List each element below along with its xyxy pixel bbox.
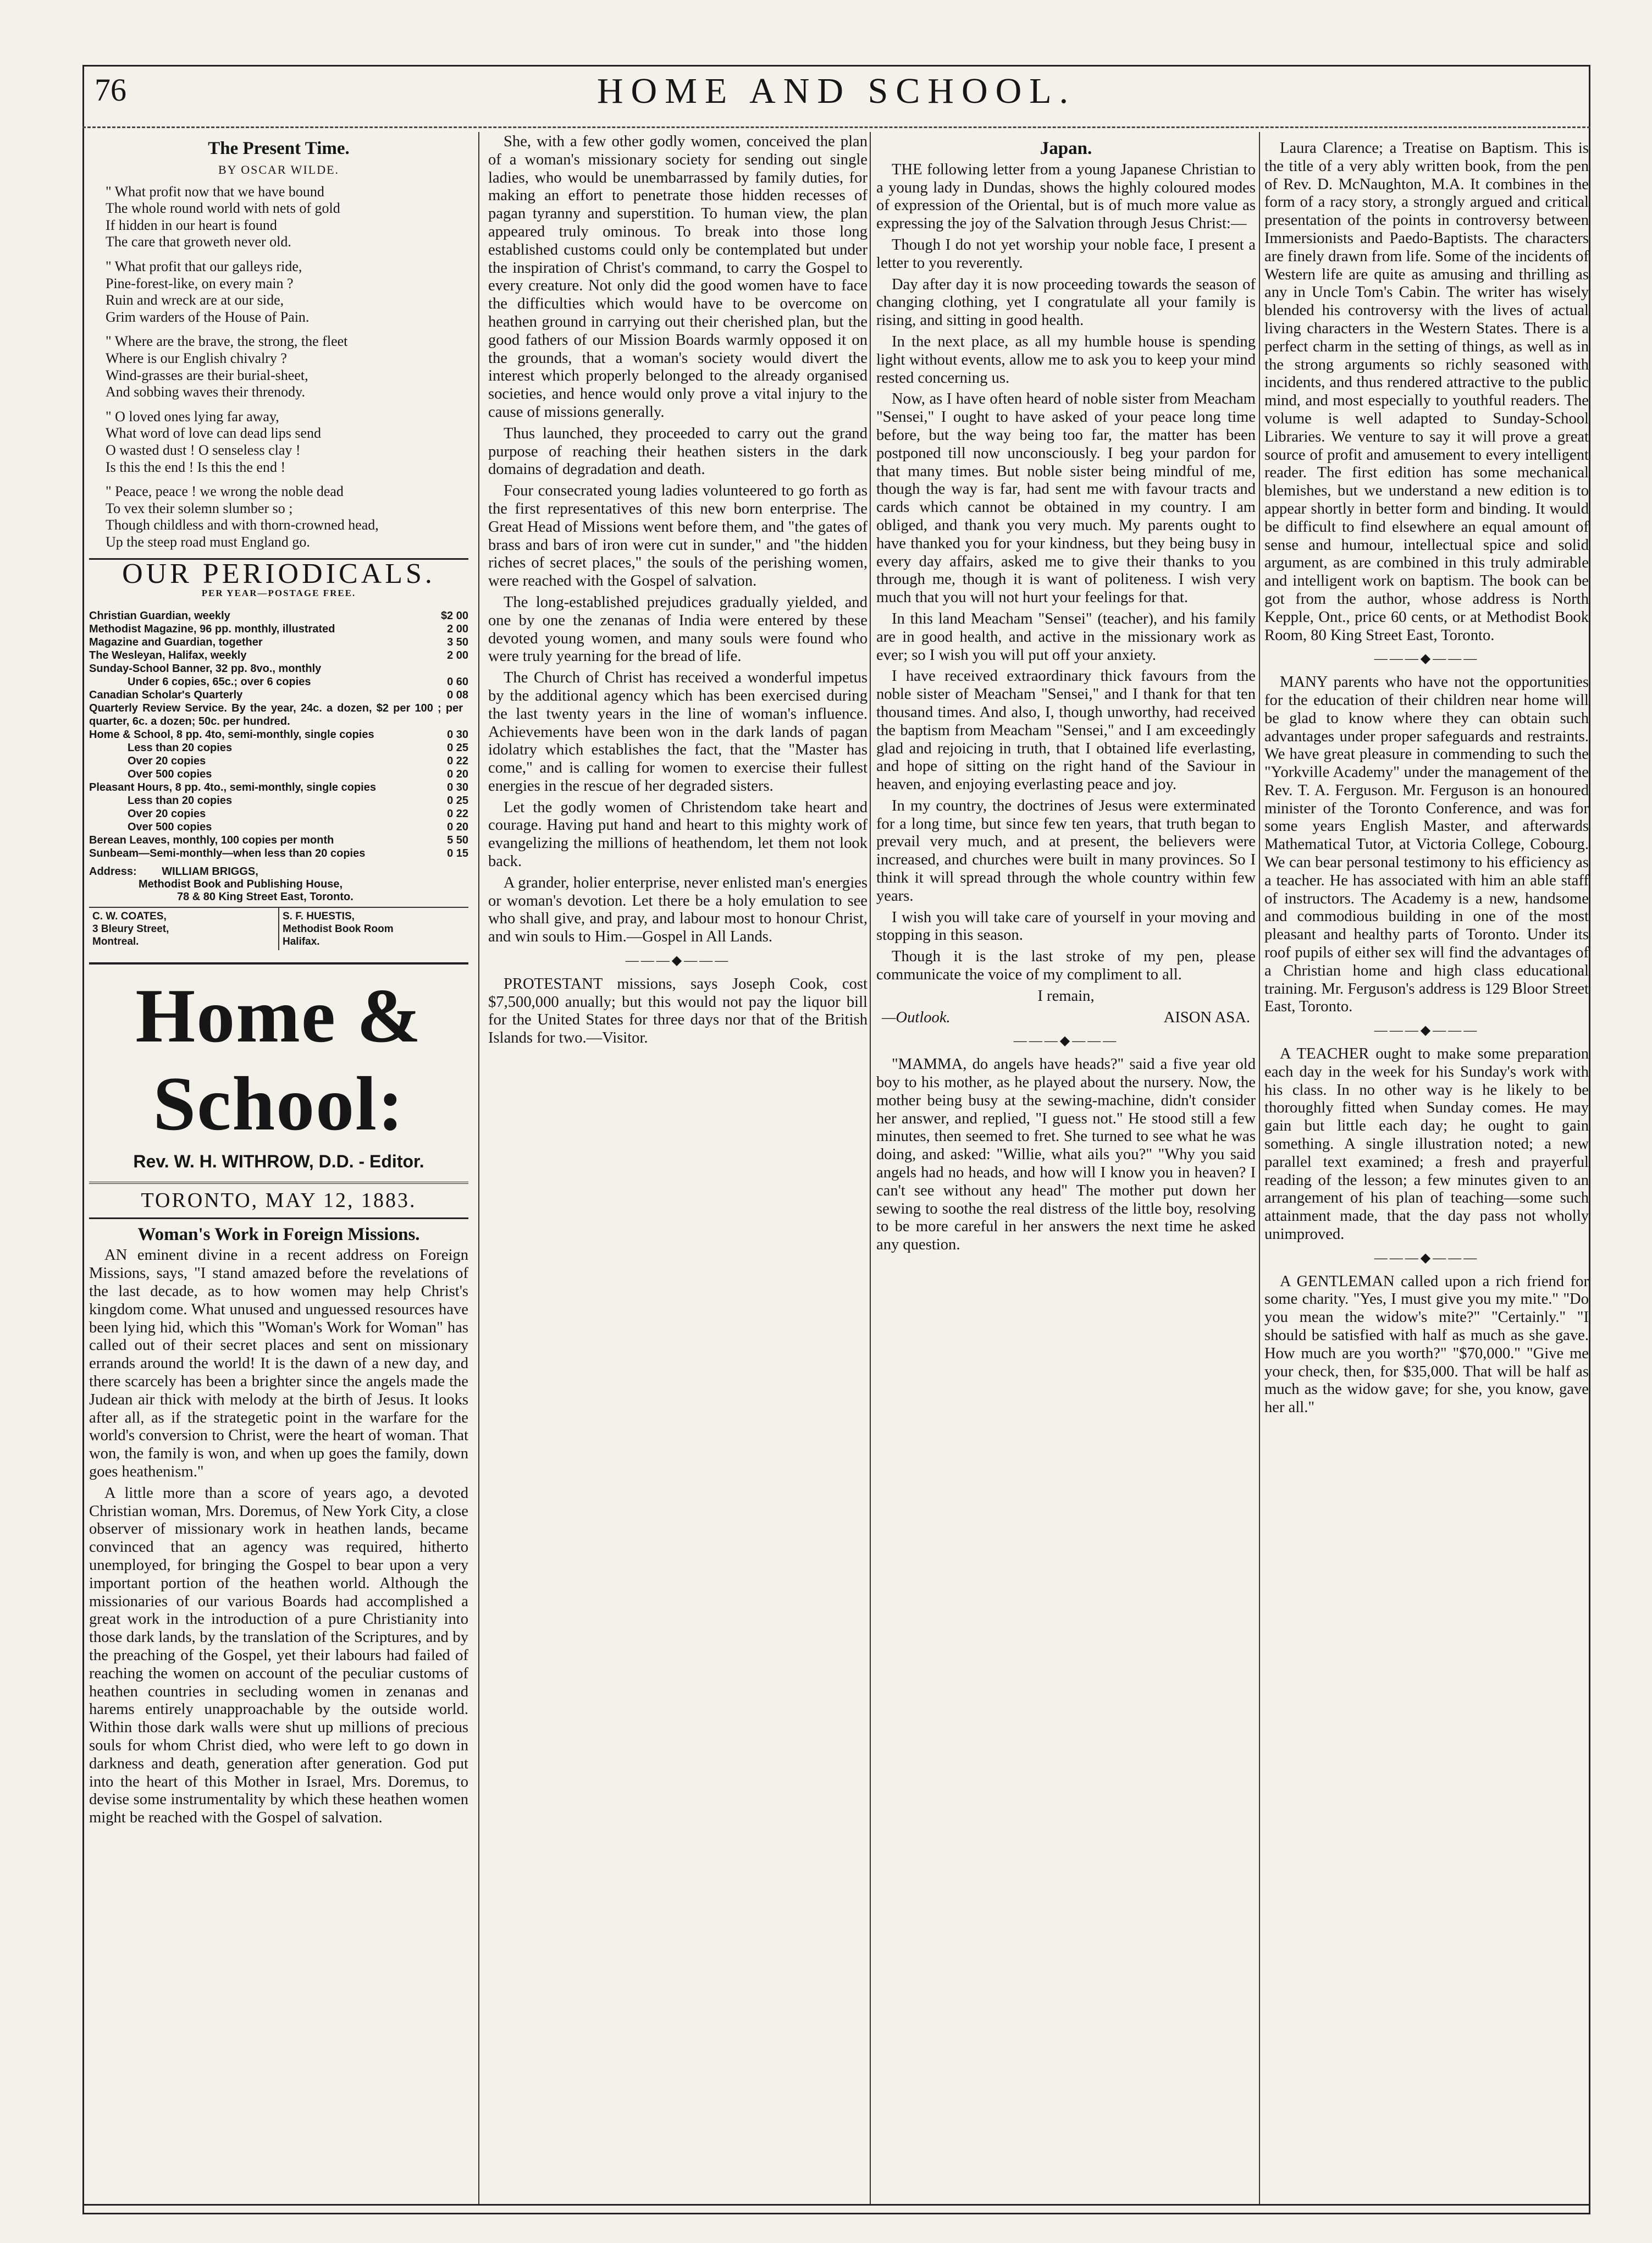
- periodical-name: Sunbeam—Semi-monthly—when less than 20 copies: [89, 847, 366, 860]
- gentleman-anecdote: A GENTLEMAN called upon a rich friend for some charity. "Yes, I must give you my mite." "Do you mean the widow's mite?" "Certainly." "I should be satisfied with half as much as she gave. How much are you worth?" "$70,000." "Give me your check, then, for $35,000. That will be half as much as the widow gave; for she, you know, gave her all.": [1264, 1272, 1589, 1417]
- periodical-name: Over 500 copies: [128, 768, 212, 781]
- section-ornament: ———◆———: [625, 954, 731, 968]
- periodical-name: Over 500 copies: [128, 821, 212, 834]
- letter-paragraph: I wish you will take care of yourself in your moving and stopping in this season.: [876, 908, 1256, 944]
- periodical-row: [89, 781, 468, 794]
- periodicals-subtitle: PER YEAR—POSTAGE FREE.: [201, 588, 356, 599]
- nameplate-editor: Rev. W. H. WITHROW, D.D. - Editor.: [133, 1151, 424, 1172]
- periodicals-title: OUR PERIODICALS.: [89, 558, 468, 583]
- periodical-row: [89, 820, 468, 834]
- periodical-price: 0 22: [447, 808, 468, 820]
- running-title: HOME AND SCHOOL.: [596, 71, 1076, 111]
- periodical-name: Over 20 copies: [128, 808, 206, 820]
- column-4: [1264, 133, 1589, 2205]
- section-ornament: ———◆———: [1374, 1023, 1479, 1038]
- periodicals-address: [89, 866, 468, 903]
- periodical-row: [89, 649, 468, 662]
- periodical-price: 2 00: [447, 623, 468, 636]
- agent-halifax: S. F. HUESTIS, Methodist Book Room Halifax.: [278, 908, 468, 950]
- poem-stanza: " Where are the brave, the strong, the fleet Where is our English chivalry ? Wind-grasses are their burial-sheet, And sobbing waves their threnody.: [106, 333, 348, 400]
- agent-montreal: C. W. COATES, 3 Bleury Street, Montreal.: [92, 911, 169, 948]
- protestant-note: PROTESTANT missions, says Joseph Cook, cost $7,500,000 anually; but this would not pay the liquor bill for the United States for three days nor that of the British Islands for two.—Visitor.: [488, 975, 868, 1047]
- teacher-note: A TEACHER ought to make some preparation each day in the week for his Sunday's work with his class. In no other way is he likely to be thoroughly fitted when Sunday comes. He may gain but little each day; he ought to gain something. A single illustration noted; a new parallel text examined; a fresh and prayerful reading of the lesson; a few minutes given to an arrangement of his plan of teaching—some such attainment made, that the day pass not wholly unimproved.: [1264, 1045, 1589, 1243]
- periodical-name: Less than 20 copies: [128, 795, 233, 807]
- page-number: 76: [95, 72, 126, 108]
- periodical-name: Christian Guardian, weekly: [89, 610, 230, 622]
- letter-paragraph: Now, as I have often heard of noble sister from Meacham "Sensei," I ought to have asked of your peace long time before, but the way being too far, the matter has been postponed till now unconsciously. I beg your pardon for that many times. But noble sister being mindful of me, though the way is far, had sent me with favour tracts and cards which cannot be obtained in my country. I am obliged, and thank you very much. My parents ought to have thanked you for your kindness, but they being busy in every day affairs, asked me to give their thanks to you through me, though it is want of politeness. I wish very much that you will not hurt your feelings for that.: [876, 390, 1256, 607]
- poem-stanza: " O loved ones lying far away, What word of love can dead lips send O wasted dust ! O senseless clay ! Is this the end ! Is this the end !: [106, 408, 322, 475]
- article-paragraph: A little more than a score of years ago, a devoted Christian woman, Mrs. Doremus, of New York City, a close observer of missionary work in heathen lands, became convinced that an agency was required, hitherto unemployed, for bringing the Gospel to bear upon a very important portion of the heathen world. Although the missionaries of our various Boards had accomplished a great work in the introduction of a pure Christianity into those dark lands, by the translation of the Scriptures, and by the preaching of the Gospel, yet their labours had failed of reaching the women on account of the peculiar customs of heathen countries in secluding women in zenanas and harems entirely unapproachable by the outside world. Within those dark walls were shut up millions of precious souls for whom Christ died, who were left to go down in darkness and death, generation after generation. God put into the heart of this Mother in Israel, Mrs. Doremus, to devise some instrumentality by which these heathen women might be reached with the Gospel of salvation.: [89, 1484, 468, 1827]
- mamma-anecdote: "MAMMA, do angels have heads?" said a five year old boy to his mother, as he played about the nursery. Now, the mother being busy at the sewing-machine, didn't consider her answer, and replied, "I guess not." He stood still a few minutes, then seemed to fret. She turned to see what he was doing, and asked: "Willie, what ails you?" "Why you said angels had no heads, and how will I know you in heaven? I can't see without any head" The mother put down her sewing to soothe the real distress of the little boy, resolving to be more careful in her answers the next time he asked any question.: [876, 1056, 1256, 1254]
- article-paragraph: AN eminent divine in a recent address on Foreign Missions, says, "I stand amazed before the revelations of the last decade, as to how women may help Christ's kingdom come. What unused and unguessed resources have been lying hid, which this "Woman's Work for Woman" has called out of their secret places and sent on missionary errands around the world! It is the dawn of a new day, and there scarcely has been a brighter since the angels made the Judean air thick with melody at the birth of Jesus. It looks after all, as if the strategetic point in the warfare for the world's conversion to Christ, were the heart of woman. That won, the family is won, and when up goes the family, down goes heathenism.": [89, 1247, 468, 1481]
- periodical-name: Less than 20 copies: [128, 742, 233, 754]
- article-paragraph: A grander, holier enterprise, never enlisted man's energies or woman's devotion. Let there be a holy emulation to see who shall give, and pray, and labour most to honour Christ, and win souls to Him.—Gospel in All Lands.: [488, 874, 868, 946]
- article-paragraph: Let the godly women of Christendom take heart and courage. Having put hand and heart to this mighty work of evangelizing the millions of heathendom, let them not look back.: [488, 798, 868, 870]
- letter-paragraph: Though it is the last stroke of my pen, please communicate the voice of my compliment to all.: [876, 948, 1256, 984]
- book-review: Laura Clarence; a Treatise on Baptism. This is the title of a very ably written book, from the pen of Rev. D. McNaughton, M.A. It combines in the form of a racy story, a strongly argued and critical presentation of the points in controversy between Immersionists and Paedo-Baptists. The characters are finely drawn from life. Some of the incidents of Western life are quite as amusing and thrilling as any in Uncle Tom's Cabin. The writer has wisely blended his controversy with the lives of actual living characters in the Western States. There is a perfect charm in the setting of things, as well as in the strong arguments so richly seasoned with incidents, and thus rendered attractive to the public mind, and most especially to youthful readers. The volume is well adapted to Sunday-School Libraries. We venture to say it will prove a great source of profit and amusement to every intelligent reader. The first edition has some mechanical blemishes, but we understand a new edition is to appear shortly in better form and binding. It would be difficult to find elsewhere an equal amount of sense and humour, intellectual spice and solid argument, as are combined in this truly admirable and intelligent work on baptism. The book can be got from the author, whose address is North Kepple, Ont., price 60 cents, or at Methodist Book Room, 80 King Street East, Toronto.: [1264, 140, 1589, 644]
- nameplate-title: Home & School:: [89, 962, 468, 1148]
- periodical-row: [89, 675, 468, 688]
- periodical-price: 0 20: [447, 821, 468, 834]
- article-paragraph: She, with a few other godly women, conceived the plan of a woman's missionary society for sending out single ladies, who would be unembarrassed by family duties, for making an effort to penetrate those hidden recesses of pagan tyranny and superstition. To human view, the plan appeared truly ominous. To break into those long established customs could only be contemplated but under the inspiration of Christ's command, to carry the Gospel to every creature. Not only did the good women have to face the difficulties which would have to be overcome on heathen ground in carrying out their cherished plan, but the good fathers of our Mission Boards warmly opposed it on the grounds, that a woman's society would divert the interest which properly belonged to the already organised societies, and hence would only prove a vital injury to the cause of missions generally.: [488, 133, 868, 421]
- letter-paragraph: Though I do not yet worship your noble face, I present a letter to you reverently.: [876, 236, 1256, 272]
- periodical-price: 5 50: [447, 834, 468, 847]
- footer-rule: [82, 2204, 1590, 2206]
- letter-paragraph: Day after day it is now proceeding towards the season of changing clothing, yet I congratulate all your family is rising, and sitting in good health.: [876, 275, 1256, 329]
- section-ornament: ———◆———: [1374, 652, 1479, 666]
- address-line: 78 & 80 King Street East, Toronto.: [177, 891, 353, 903]
- periodical-row: [89, 622, 468, 636]
- periodical-price: 0 22: [447, 755, 468, 768]
- article-title: Woman's Work in Foreign Missions.: [137, 1224, 420, 1244]
- periodical-price: 0 08: [447, 689, 468, 702]
- academy-notice: MANY parents who have not the opportunities for the education of their children near home will be glad to know where they can obtain such advantages under proper safeguards and restraints. We have great pleasure in commending to such the "Yorkville Academy" under the management of the Rev. T. A. Ferguson. Mr. Ferguson is an honoured minister of the Toronto Conference, and was for some years English Master, and afterwards Mathematical Tutor, at Victoria College, Cobourg. We can bear personal testimony to his efficiency as a teacher. He has associated with him an able staff of instructors. The Academy is a new, handsome and commodious building in one of the most pleasant and healthy parts of Toronto. Under its roof pupils of either sex will find the advantages of a Christian home and high class educational training. Mr. Ferguson's address is 129 Bloor Street East, Toronto.: [1264, 674, 1589, 1016]
- article-paragraph: Thus launched, they proceeded to carry out the grand purpose of reaching their heathen sisters in the dark domains of degradation and death.: [488, 425, 868, 478]
- letter-closing: I remain,: [1037, 987, 1095, 1005]
- letter-signature: AISON ASA.: [1163, 1008, 1250, 1026]
- periodical-name: Pleasant Hours, 8 pp. 4to., semi-monthly, single copies: [89, 781, 376, 794]
- periodical-name: Quarterly Review Service. By the year, 24c. a dozen, $2 per 100 ; per quarter, 6c. a dozen; 50c. per hundred.: [89, 702, 463, 728]
- column-divider: [870, 132, 871, 2205]
- letter-source: —Outlook.: [882, 1008, 951, 1026]
- periodical-row: [89, 662, 468, 675]
- header-rule: [82, 126, 1590, 128]
- letter-paragraph: I have received extraordinary thick favours from the noble sister of Meacham "Sensei," and I thank for that ten thousand times. And also, I, though unworthy, had received the baptism from Meacham "Sensei," and I am exceedingly glad and rejoicing in truth, that I obtained life everlasting, and hope of sitting on the right hand of the Saviour in heaven, and enjoying everlasting peace and joy.: [876, 668, 1256, 793]
- periodical-name: Canadian Scholar's Quarterly: [89, 689, 243, 702]
- letter-paragraph: In the next place, as all my humble house is spending light without events, allow me to ask you to keep your mind rested concerning us.: [876, 333, 1256, 387]
- article-paragraph: The Church of Christ has received a wonderful impetus by the additional agency which has been exercised during the last twenty years in the line of woman's influence. Achievements have been won in the dark lands of pagan idolatry which establishes the fact, that the "Master has come," and is calling for women to exercise their fullest energies in the rescue of her degraded sisters.: [488, 669, 868, 795]
- periodical-name: The Wesleyan, Halifax, weekly: [89, 649, 247, 662]
- periodical-name: Sunday-School Banner, 32 pp. 8vo., monthly: [89, 663, 322, 675]
- periodical-row: [89, 847, 468, 860]
- poem-stanza: " Peace, peace ! we wrong the noble dead To vex their solemn slumber so ; Though childless and with thorn-crowned head, Up the steep road must England go.: [106, 483, 379, 550]
- periodical-price: 0 20: [447, 768, 468, 781]
- periodical-name: Berean Leaves, monthly, 100 copies per month: [89, 834, 334, 847]
- periodical-row: [89, 741, 468, 754]
- periodical-row: [89, 636, 468, 649]
- periodical-price: 0 30: [447, 781, 468, 794]
- periodical-price: 0 25: [447, 742, 468, 754]
- article-paragraph: The long-established prejudices gradually yielded, and one by one the zenanas of India were entered by these devoted young women, and many souls were found who were truly yearning for the bread of life.: [488, 593, 868, 665]
- poem-stanza: " What profit now that we have bound The whole round world with nets of gold If hidden in our heart is found The care that groweth never old.: [106, 183, 340, 250]
- periodical-row: [89, 768, 468, 781]
- periodical-name: Methodist Magazine, 96 pp. monthly, illustrated: [89, 623, 335, 636]
- periodical-row: [89, 794, 468, 807]
- column-divider: [478, 132, 479, 2205]
- periodical-row: [89, 609, 468, 622]
- periodical-row: [89, 728, 468, 741]
- periodical-name: Home & School, 8 pp. 4to, semi-monthly, single copies: [89, 729, 374, 741]
- poem-title: The Present Time.: [208, 139, 350, 158]
- letter-paragraph: THE following letter from a young Japanese Christian to a young lady in Dundas, shows the highly coloured modes of expression of the Oriental, but is of much more value as expressing the joy of the Salvation through Jesus Christ:—: [876, 161, 1256, 233]
- letter-paragraph: In my country, the doctrines of Jesus were exterminated for a long time, but since few ten years, that truth began to prevail very much, and at present, the believers were increased, and churches were built in many provinces. So I think it will spread through the whole country within few years.: [876, 797, 1256, 905]
- periodical-row: [89, 807, 468, 820]
- periodical-row: [89, 688, 468, 702]
- poem-stanza: " What profit that our galleys ride, Pine-forest-like, on every main ? Ruin and wreck are at our side, Grim warders of the House of Pain.: [106, 258, 310, 325]
- agent-addresses: [89, 907, 468, 950]
- letter-signature-line: [882, 1009, 1250, 1027]
- periodical-name: Under 6 copies, 65c.; over 6 copies: [128, 676, 311, 688]
- periodical-name: Magazine and Guardian, together: [89, 636, 263, 649]
- periodical-row: [89, 834, 468, 847]
- article-paragraph: Four consecrated young ladies volunteered to go forth as the first representatives of this new born enterprise. The Great Head of Missions went before them, and "the gates of brass and bars of iron were cut in sunder," and "the hidden riches of secret places," the souls of the perishing women, were reached with the Gospel of salvation.: [488, 482, 868, 590]
- letter-paragraph: In this land Meacham "Sensei" (teacher), and his family are in good health, and active in the missionary work as ever; so I wish you will put off your anxiety.: [876, 610, 1256, 664]
- address-label: Address:: [89, 866, 137, 878]
- dateline: TORONTO, MAY 12, 1883.: [89, 1182, 468, 1219]
- periodical-price: 0 15: [447, 847, 468, 860]
- address-line: Methodist Book and Publishing House,: [139, 878, 343, 891]
- periodical-price: 0 30: [447, 729, 468, 741]
- periodical-name: Over 20 copies: [128, 755, 206, 768]
- poem-byline: BY OSCAR WILDE.: [218, 162, 340, 177]
- periodical-price: $2 00: [440, 610, 468, 622]
- column-1: [89, 133, 468, 2205]
- column-2: [488, 133, 868, 2205]
- periodical-price: 0 60: [447, 676, 468, 688]
- section-ornament: ———◆———: [1013, 1034, 1119, 1049]
- section-ornament: ———◆———: [1374, 1250, 1479, 1265]
- periodical-price: 0 25: [447, 795, 468, 807]
- periodical-price: 3 50: [447, 636, 468, 649]
- article-title: Japan.: [1040, 139, 1092, 158]
- periodicals-list: [89, 609, 468, 860]
- periodical-price: 2 00: [447, 649, 468, 662]
- address-name: WILLIAM BRIGGS,: [162, 866, 258, 878]
- column-divider: [1259, 132, 1260, 2205]
- periodical-row: [89, 754, 468, 768]
- periodical-row: [89, 702, 468, 728]
- column-3: [876, 133, 1256, 2205]
- page-header: [82, 65, 1590, 131]
